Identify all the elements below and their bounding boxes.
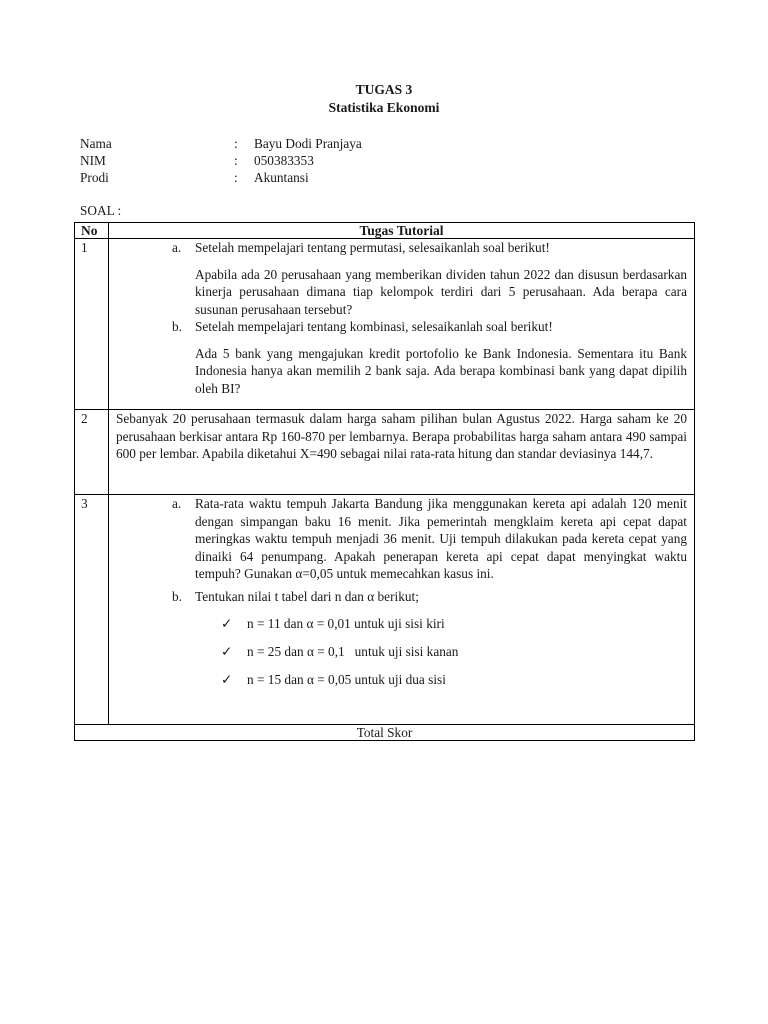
- identity-separator: :: [234, 136, 238, 151]
- row-number: 2: [75, 410, 109, 495]
- subtask-a: [109, 495, 694, 583]
- list-marker: b.: [172, 588, 182, 604]
- soal-label: SOAL :: [80, 203, 122, 218]
- checklist-item: [109, 643, 694, 660]
- row-number: 3: [75, 495, 109, 725]
- document-subtitle: Statistika Ekonomi: [328, 100, 440, 115]
- subtask-text: Rata-rata waktu tempuh Jakarta Bandung jika menggunakan kereta api adalah 120 menit dengan simpangan baku 16 menit. Jika pemerintah mengklaim kereta api cepat dapat meringkas waktu tempuh menjadi 36 menit. Uji tempuh dilakukan pada kereta cepat yang dinaiki 64 penumpang. Apakah penerapan kereta api cepat dapat menyingkat waktu tempuh? Gunakan α=0,05 untuk memecahkan kasus ini.: [195, 496, 687, 581]
- table-header-row: [75, 223, 695, 239]
- checklist-item: [109, 671, 694, 688]
- table-row: [75, 495, 695, 725]
- identity-value: 050383353: [254, 153, 314, 168]
- checklist-text: n = 25 dan α = 0,1 untuk uji sisi kanan: [247, 644, 459, 659]
- identity-value: Akuntansi: [254, 170, 309, 185]
- task-cell: [109, 239, 695, 410]
- task-paragraph: Sebanyak 20 perusahaan termasuk dalam harga saham pilihan bulan Agustus 2022. Harga saham ke 20 perusahaan berkisar antara Rp 160-870 per lembarnya. Berapa probabilitas harga saham antara 490 sampai 600 per lembar. Apabila diketahui X=490 sebagai nilai rata-rata hitung dan standar deviasinya 144,7.: [116, 411, 687, 461]
- subtask-paragraph: Ada 5 bank yang mengajukan kredit portofolio ke Bank Indonesia. Sementara itu Bank Indonesia hanya akan memilih 2 bank saja. Ada berapa kombinasi bank yang dapat dipilih oleh BI?: [195, 345, 687, 396]
- table-row: [75, 410, 695, 495]
- identity-separator: :: [234, 170, 238, 185]
- subtask-text: Setelah mempelajari tentang permutasi, selesaikanlah soal berikut!: [195, 240, 550, 255]
- checkmark-icon: ✓: [221, 672, 233, 687]
- task-cell: [109, 410, 695, 495]
- subtask-b: [109, 318, 694, 336]
- list-marker: a.: [172, 240, 182, 255]
- column-header-task: Tugas Tutorial: [109, 223, 695, 239]
- subtask-text: Setelah mempelajari tentang kombinasi, selesaikanlah soal berikut!: [195, 319, 553, 334]
- checklist-item: [109, 615, 694, 632]
- checklist-text: n = 11 dan α = 0,01 untuk uji sisi kiri: [247, 616, 445, 631]
- document-title: TUGAS 3: [355, 82, 413, 97]
- subtask-paragraph: Apabila ada 20 perusahaan yang memberikan dividen tahun 2022 dan disusun berdasarkan kinerja perusahaan dimana tiap kelompok terdiri dari 5 perusahaan. Ada berapa cara susunan perusahaan tersebut?: [195, 266, 687, 317]
- table-row: [75, 239, 695, 410]
- task-cell: [109, 495, 695, 725]
- column-header-no: No: [75, 223, 109, 239]
- task-table: [74, 222, 695, 741]
- row-number: 1: [75, 239, 109, 410]
- list-marker: b.: [172, 319, 182, 334]
- identity-separator: :: [234, 153, 238, 168]
- identity-label: Nama: [80, 136, 112, 151]
- identity-label: Prodi: [80, 170, 109, 185]
- subtask-text: Tentukan nilai t tabel dari n dan α berikut;: [195, 588, 419, 604]
- subtask-a: [109, 239, 694, 257]
- checkmark-icon: ✓: [221, 616, 233, 631]
- total-score-label: Total Skor: [75, 725, 695, 741]
- total-row: [75, 725, 695, 741]
- checklist-text: n = 15 dan α = 0,05 untuk uji dua sisi: [247, 672, 446, 687]
- identity-value: Bayu Dodi Pranjaya: [254, 136, 362, 151]
- checkmark-icon: ✓: [221, 644, 233, 659]
- subtask-b: [109, 588, 694, 606]
- list-marker: a.: [172, 496, 182, 511]
- identity-label: NIM: [80, 153, 106, 168]
